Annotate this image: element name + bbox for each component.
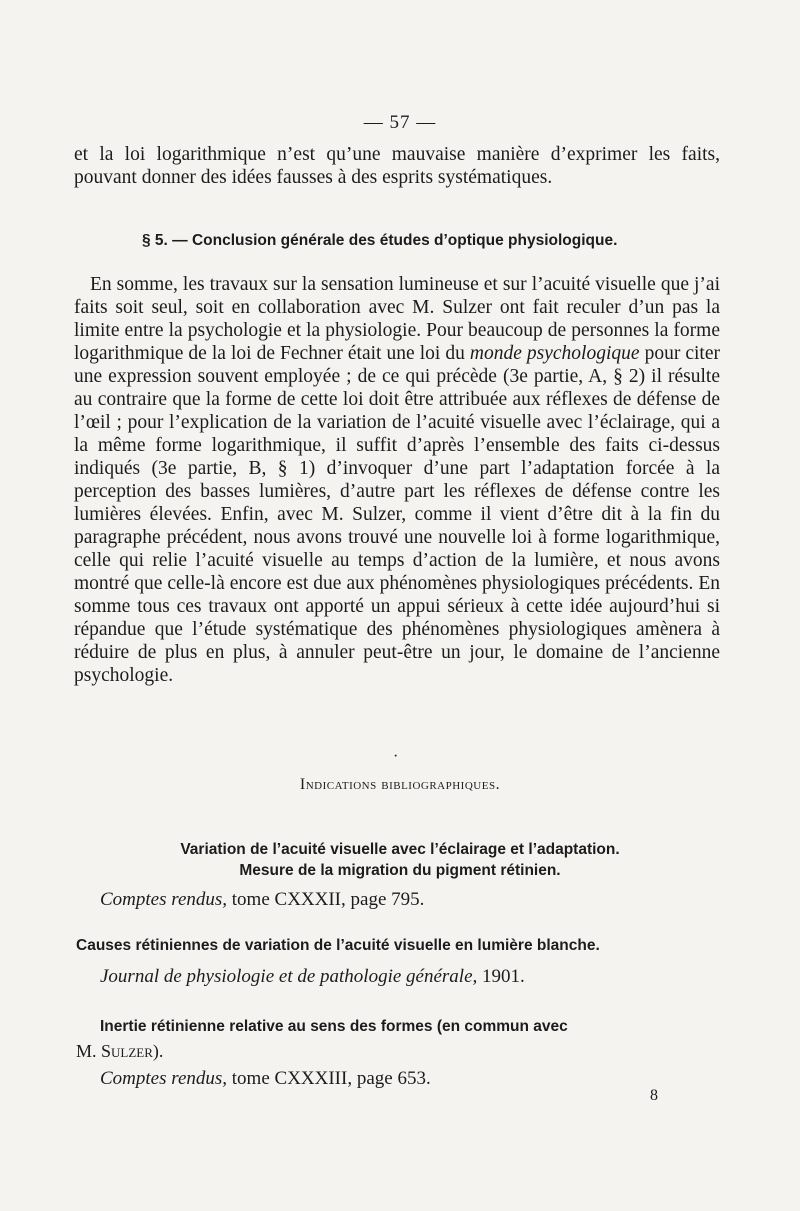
reference-3-title-line2 <box>76 1041 163 1062</box>
reference-2-journal: Journal de physiologie et de pathologie générale, <box>100 966 478 987</box>
reference-3-suffix: ). <box>152 1041 164 1061</box>
body-text-1: En somme, les travaux sur la sensation lumineuse et sur l’acuité visuelle que j’ai faits soit seul, soit en collaboration avec M. Sulzer ont fait reculer d’un pas la limite entre la psychologie et la physiologie. Pour beaucoup de personnes la forme logarithmique de la loi de Fechner était une loi du <box>74 274 720 364</box>
reference-3-prefix: M. <box>76 1041 102 1061</box>
body-paragraph <box>74 273 720 687</box>
reference-2-source <box>100 966 525 988</box>
divider-dot: · <box>393 748 399 765</box>
reference-3-source <box>100 1068 431 1090</box>
reference-1-source <box>100 889 424 911</box>
page-number: — 57 — <box>363 112 437 133</box>
body-text-2: pour citer une expression souvent employée ; de ce qui précède (3e partie, A, § 2) il résulte au contraire que la forme de cette loi doit être attribuée aux réflexes de défense de l’œil ; pour l’explication de la variation de l’acuité visuelle avec l’éclairage, qui a la même forme logarithmique, il suffit d’après l’ensemble des faits ci-dessus indiqués (3e partie, B, § 1) d’invoquer d’une part l’adaptation forcée à la perception des basses lumières, d’autre part les réflexes de défense contre les lumières élevées. Enfin, avec M. Sulzer, comme il vient d’être dit à la fin du paragraphe précédent, nous avons trouvé une nouvelle loi à forme logarithmique, celle qui relie l’acuité visuelle au temps d’action de la lumière, et nous avons montré que celle-là encore est due aux phénomènes physiologiques précédents. En somme tous ces travaux ont apporté un appui sérieux à cette idée aujourd’hui si répandue que l’étude systématique des phénomènes physiologiques amènera à réduire de plus en plus, à annuler peut-être un jour, le domaine de l’ancienne psychologie. <box>74 343 720 686</box>
reference-1-title <box>100 839 700 881</box>
reference-1-title-line1: Variation de l’acuité visuelle avec l’éclairage et l’adaptation. <box>180 841 620 858</box>
reference-1-details: tome CXXXII, page 795. <box>227 889 425 910</box>
reference-3-journal: Comptes rendus, <box>100 1068 228 1089</box>
signature-number: 8 <box>650 1087 658 1104</box>
reference-3-title: Inertie rétinienne relative au sens des formes (en commun avec <box>100 1018 568 1035</box>
reference-2-details: 1901. <box>477 966 525 987</box>
reference-3-author: Sulzer <box>101 1041 153 1061</box>
reference-1-title-line2: Mesure de la migration du pigment rétinien. <box>239 862 561 879</box>
reference-1-journal: Comptes rendus, <box>100 889 228 910</box>
body-italic-term: monde psychologique <box>469 343 640 364</box>
section-heading: § 5. — Conclusion générale des études d’optique physiologique. <box>142 232 618 249</box>
reference-3-details: tome CXXXIII, page 653. <box>227 1068 431 1089</box>
reference-2-title: Causes rétiniennes de variation de l’acuité visuelle en lumière blanche. <box>76 937 600 954</box>
bibliography-heading: Indications bibliographiques. <box>299 776 501 793</box>
intro-paragraph: et la loi logarithmique n’est qu’une mauvaise manière d’exprimer les faits, pouvant donner des idées fausses à des esprits systématiques. <box>74 144 720 188</box>
